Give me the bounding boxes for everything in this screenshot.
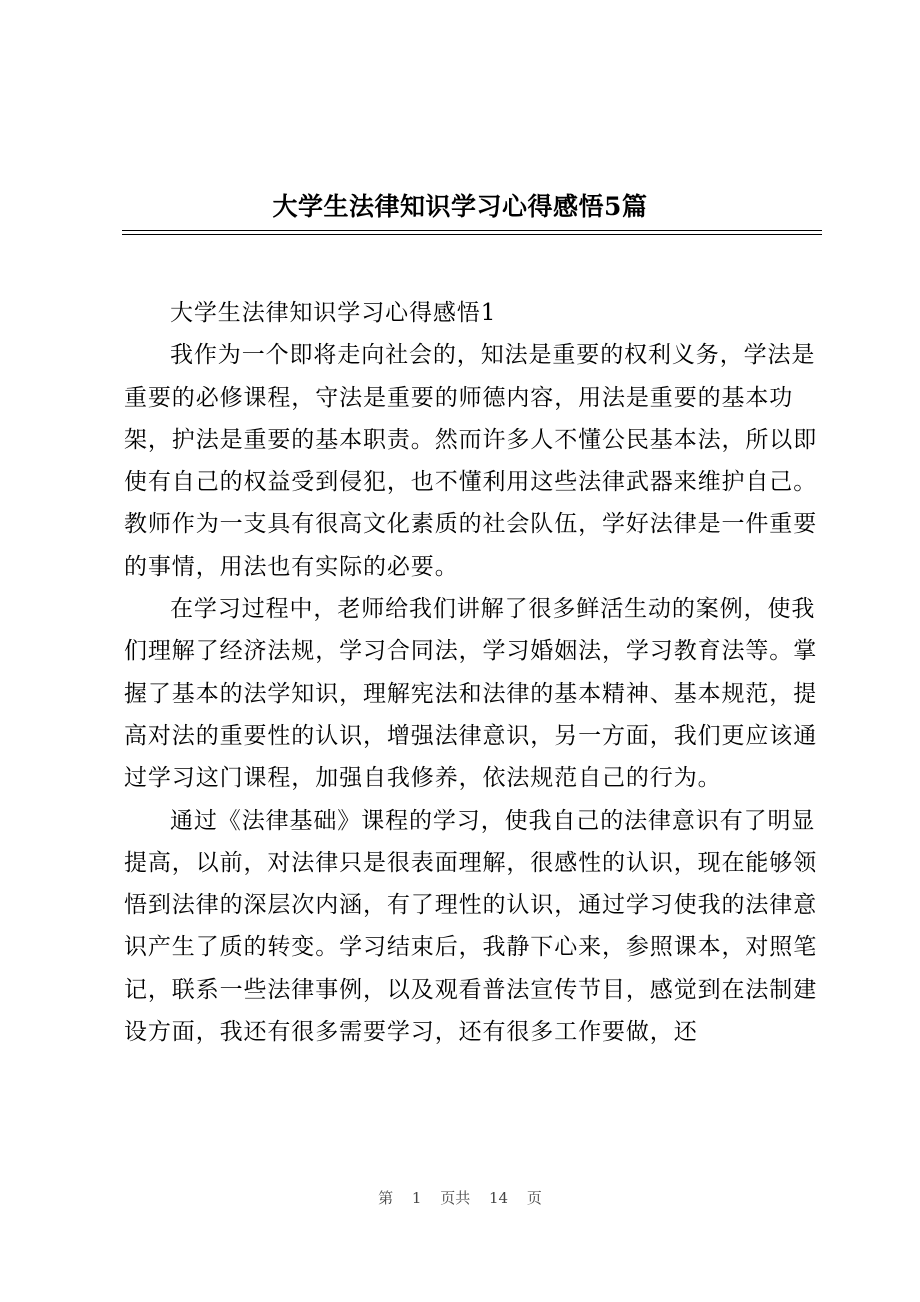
page-footer: [0, 1188, 920, 1208]
section-heading: 大学生法律知识学习心得感悟1: [170, 300, 497, 326]
footer-middle: 页共: [440, 1189, 471, 1207]
paragraph-2: 在学习过程中，老师给我们讲解了很多鲜活生动的案例，使我们理解了经济法规，学习合同法，学习婚姻法，学习教育法等。掌握了基本的法学知识，理解宪法和法律的基本精神、基本规范，提高对法的重要性的认识，增强法律意识，另一方面，我们更应该通过学习这门课程，加强自我修养，依法规范自己的行为。: [124, 596, 818, 792]
footer-total-pages: 14: [489, 1189, 509, 1207]
paragraph-1: 我作为一个即将走向社会的，知法是重要的权利义务，学法是重要的必修课程，守法是重要的师德内容，用法是重要的基本功架，护法是重要的基本职责。然而许多人不懂公民基本法，所以即使有自己的权益受到侵犯，也不懂利用这些法律武器来维护自己。教师作为一支具有很高文化素质的社会队伍，学好法律是一件重要的事情，用法也有实际的必要。: [124, 342, 818, 580]
title-rule-top: [122, 230, 822, 231]
footer-suffix: 页: [526, 1189, 542, 1207]
footer-current-page: 1: [411, 1189, 422, 1207]
paragraph-3: 通过《法律基础》课程的学习，使我自己的法律意识有了明显提高，以前，对法律只是很表面理解，很感性的认识，现在能够领悟到法律的深层次内涵，有了理性的认识，通过学习使我的法律意识产生了质的转变。学习结束后，我静下心来，参照课本，对照笔记，联系一些法律事例，以及观看普法宣传节目，感觉到在法制建设方面，我还有很多需要学习，还有很多工作要做，还: [124, 807, 818, 1046]
title-rule-bottom: [122, 234, 822, 235]
document-body: [124, 292, 824, 1053]
page-title: 大学生法律知识学习心得感悟5篇: [272, 192, 648, 221]
footer-prefix: 第: [378, 1189, 394, 1207]
